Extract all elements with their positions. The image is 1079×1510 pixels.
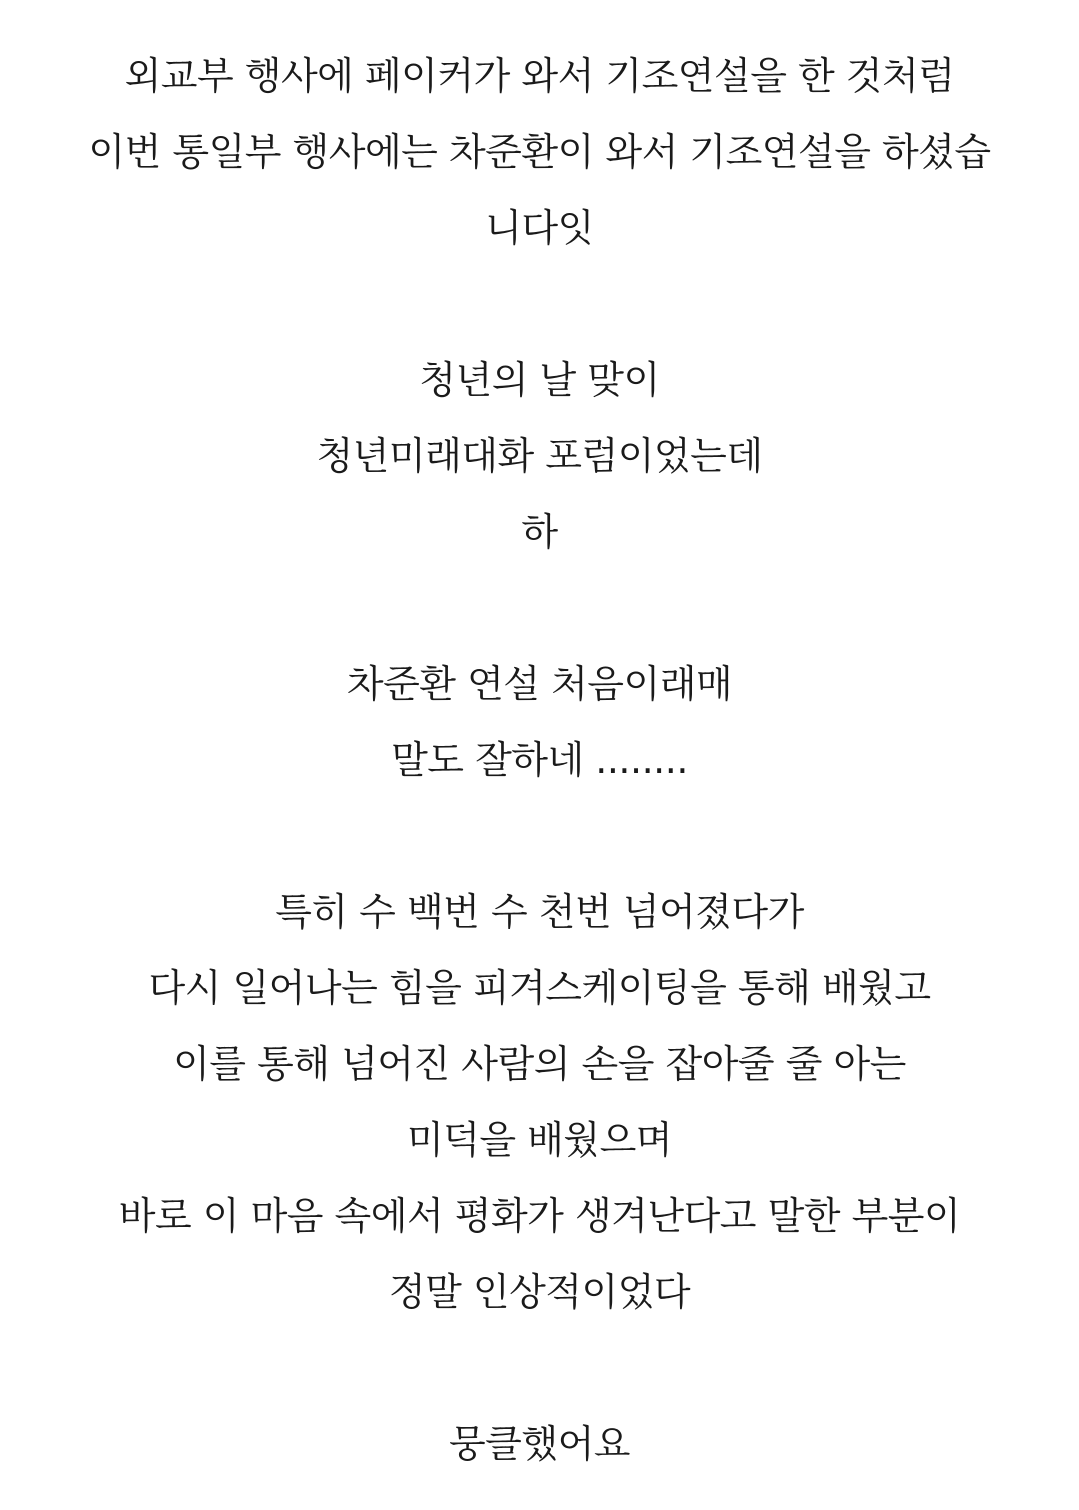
text-line: 뭉클했어요 [448,1422,631,1466]
paragraph [0,1406,1079,1482]
text-line: 다시 일어나는 힘을 피겨스케이팅을 통해 배웠고 [148,966,931,1010]
paragraph [0,874,1079,1330]
text-line: 청년의 날 맞이 [419,358,660,402]
paragraph-gap [0,1330,1079,1406]
text-line: 외교부 행사에 페이커가 와서 기조연설을 한 것처럼 [124,54,955,98]
text-line: 청년미래대화 포럼이었는데 [316,434,763,478]
paragraph [0,38,1079,266]
paragraph [0,342,1079,570]
paragraph-gap [0,570,1079,646]
text-line: 이를 통해 넘어진 사람의 손을 잡아줄 줄 아는 [173,1042,906,1086]
text-line: 차준환 연설 처음이래매 [346,662,733,706]
text-line: 하 [521,510,558,554]
text-line: 바로 이 마음 속에서 평화가 생겨난다고 말한 부분이 [118,1194,961,1238]
text-line: 니다잇 [485,206,594,250]
text-line: 말도 잘하네 ........ [391,738,688,782]
paragraph-gap [0,798,1079,874]
paragraph-gap [0,266,1079,342]
text-line: 미덕을 배웠으며 [406,1118,673,1162]
paragraph [0,646,1079,798]
text-line: 정말 인상적이었다 [388,1270,691,1314]
text-line: 이번 통일부 행사에는 차준환이 와서 기조연설을 하셨습 [88,130,991,174]
text-line: 특히 수 백번 수 천번 넘어졌다가 [275,890,804,934]
